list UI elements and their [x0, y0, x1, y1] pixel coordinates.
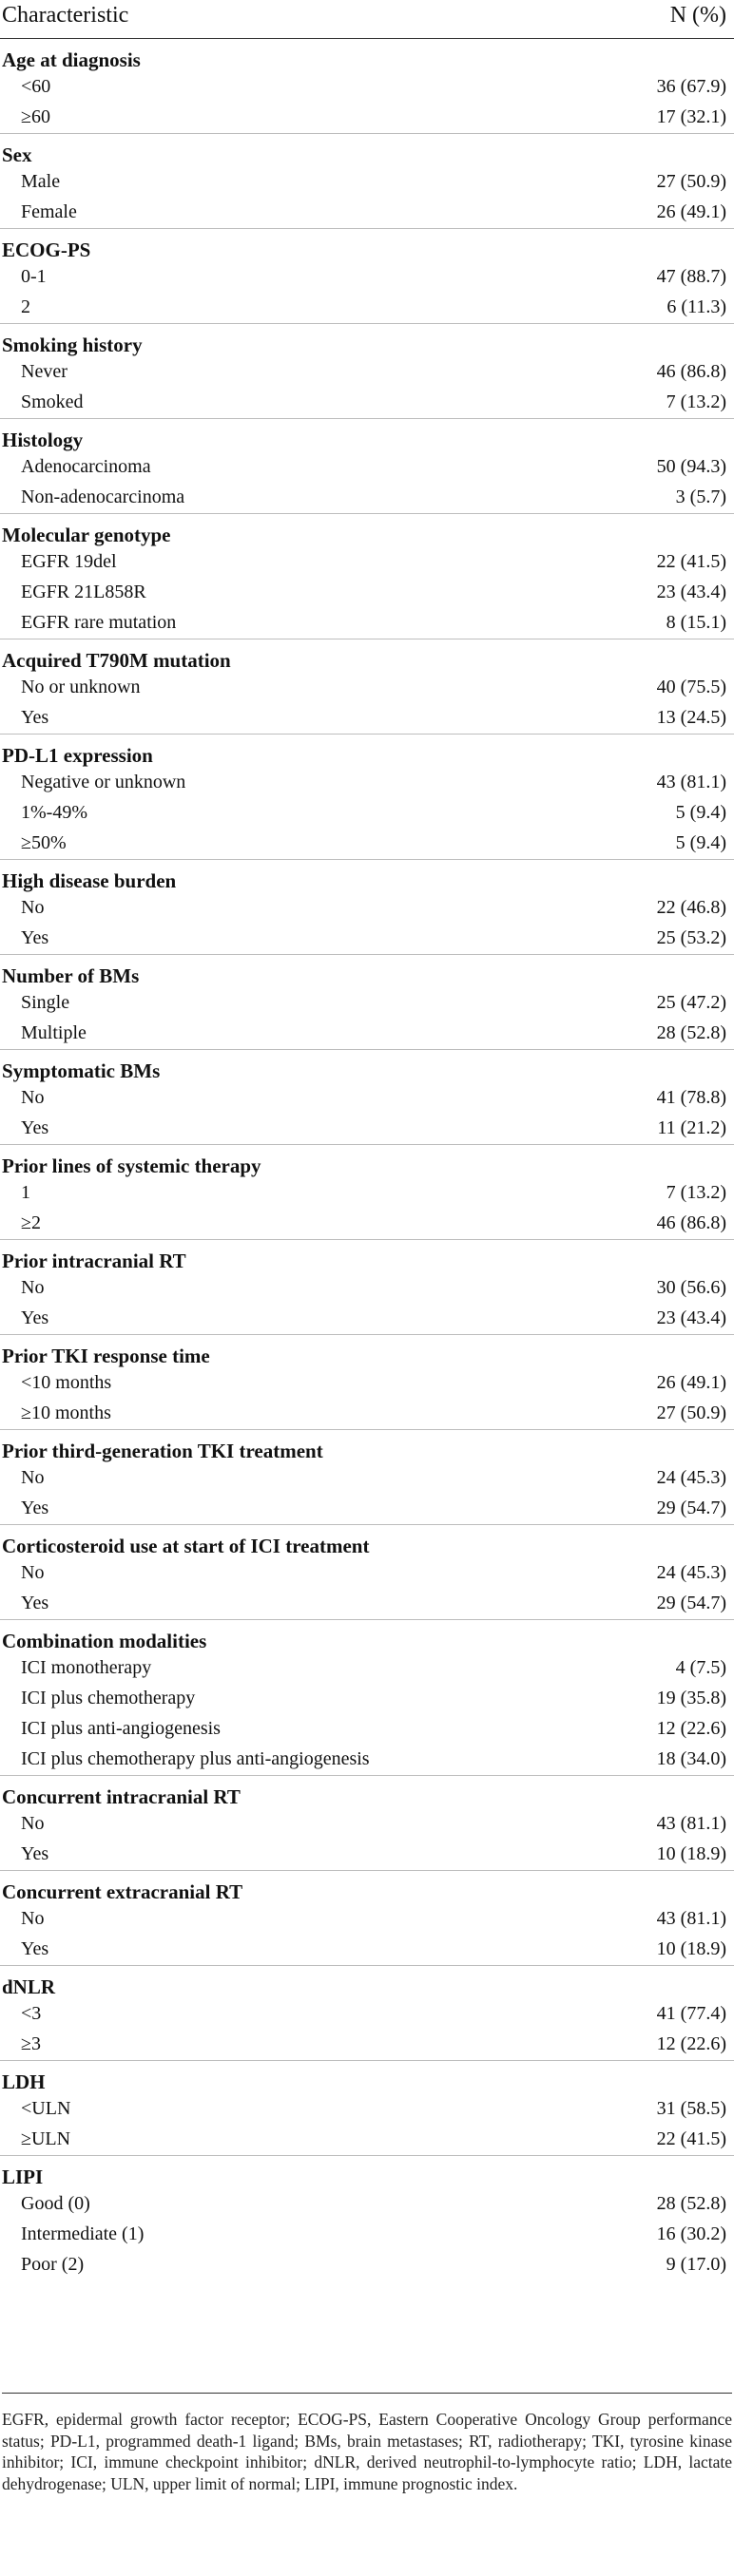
group-title — [0, 1966, 734, 1999]
table-group — [0, 324, 734, 418]
table-row — [0, 1589, 734, 1619]
group-title-text: Prior TKI response time — [2, 1345, 210, 1367]
row-label: 1%-49% — [21, 802, 87, 823]
group-title — [0, 1240, 734, 1273]
table-row — [0, 988, 734, 1019]
row-value: 50 (94.3) — [656, 456, 726, 477]
row-value: 11 (21.2) — [657, 1117, 726, 1138]
row-label: ICI plus anti-angiogenesis — [21, 1718, 221, 1739]
row-label: Yes — [21, 1593, 49, 1613]
group-title-text: Prior intracranial RT — [2, 1250, 186, 1272]
row-value: 43 (81.1) — [656, 772, 726, 792]
row-label: <3 — [21, 2003, 42, 2024]
row-value: 17 (32.1) — [656, 106, 726, 127]
table-row — [0, 2250, 734, 2280]
row-label: Yes — [21, 1498, 49, 1518]
group-title-text: Concurrent intracranial RT — [2, 1785, 241, 1808]
row-value: 12 (22.6) — [656, 1718, 726, 1739]
group-title — [0, 1620, 734, 1653]
table-group — [0, 860, 734, 954]
group-title — [0, 1145, 734, 1178]
row-label: ≥60 — [21, 106, 50, 127]
table-group — [0, 1525, 734, 1619]
table-row — [0, 1904, 734, 1935]
row-value: 9 (17.0) — [666, 2254, 726, 2275]
group-title-text: Age at diagnosis — [2, 48, 141, 71]
table-row — [0, 357, 734, 388]
header-n-percent: N (%) — [669, 3, 726, 28]
table-group — [0, 1966, 734, 2060]
table-group — [0, 1430, 734, 1524]
row-value: 41 (77.4) — [656, 2003, 726, 2024]
table-row — [0, 2094, 734, 2125]
row-value: 28 (52.8) — [656, 1022, 726, 1043]
row-value: 22 (41.5) — [656, 2128, 726, 2149]
group-title-text: dNLR — [2, 1975, 56, 1998]
group-title — [0, 1776, 734, 1809]
row-label: ≥2 — [21, 1212, 41, 1233]
table-row — [0, 1684, 734, 1714]
group-title — [0, 324, 734, 357]
table-row — [0, 2189, 734, 2220]
row-value: 8 (15.1) — [666, 612, 726, 633]
group-title — [0, 134, 734, 167]
row-label: Smoked — [21, 391, 84, 412]
table-row — [0, 483, 734, 513]
table-group — [0, 229, 734, 323]
row-label: ICI monotherapy — [21, 1657, 152, 1678]
table-row — [0, 1273, 734, 1304]
table-group — [0, 1620, 734, 1775]
group-title — [0, 419, 734, 452]
group-title — [0, 860, 734, 893]
row-label: EGFR 19del — [21, 551, 117, 572]
table-row — [0, 1653, 734, 1684]
row-value: 3 (5.7) — [675, 487, 726, 507]
row-value: 47 (88.7) — [656, 266, 726, 287]
table-row — [0, 703, 734, 734]
table-row — [0, 1809, 734, 1840]
table-group — [0, 1871, 734, 1965]
table-group — [0, 419, 734, 513]
row-label: Poor (2) — [21, 2254, 85, 2275]
table-row — [0, 1935, 734, 1965]
row-value: 23 (43.4) — [656, 1307, 726, 1328]
group-title — [0, 229, 734, 262]
table-body — [0, 39, 734, 2280]
table-row — [0, 578, 734, 608]
group-title-text: Concurrent extracranial RT — [2, 1880, 243, 1903]
row-value: 18 (34.0) — [656, 1748, 726, 1769]
row-label: EGFR 21L858R — [21, 582, 146, 602]
row-label: Yes — [21, 927, 49, 948]
table-group — [0, 514, 734, 639]
table-group — [0, 735, 734, 859]
row-value: 30 (56.6) — [656, 1277, 726, 1298]
row-value: 16 (30.2) — [656, 2223, 726, 2244]
table-row — [0, 2125, 734, 2155]
row-label: Male — [21, 171, 61, 192]
row-label: <10 months — [21, 1372, 112, 1393]
row-value: 10 (18.9) — [656, 1843, 726, 1864]
row-value: 5 (9.4) — [675, 802, 726, 823]
row-label: <ULN — [21, 2098, 71, 2119]
group-title-text: Histology — [2, 429, 84, 451]
group-title — [0, 2061, 734, 2094]
row-label: Negative or unknown — [21, 772, 186, 792]
row-label: ≥3 — [21, 2033, 41, 2054]
table-row — [0, 198, 734, 228]
row-value: 23 (43.4) — [656, 582, 726, 602]
group-title-text: Combination modalities — [2, 1630, 207, 1652]
row-label: No — [21, 1908, 45, 1929]
row-label: No — [21, 897, 45, 918]
table-group — [0, 1776, 734, 1870]
row-label: Non-adenocarcinoma — [21, 487, 185, 507]
group-title-text: ECOG-PS — [2, 239, 91, 261]
row-label: EGFR rare mutation — [21, 612, 177, 633]
group-title — [0, 1871, 734, 1904]
row-value: 25 (47.2) — [656, 992, 726, 1013]
row-label: Intermediate (1) — [21, 2223, 145, 2244]
table-row — [0, 1494, 734, 1524]
group-title-text: PD-L1 expression — [2, 744, 153, 767]
table-row — [0, 72, 734, 103]
row-value: 24 (45.3) — [656, 1562, 726, 1583]
row-label: 2 — [21, 296, 30, 317]
group-title — [0, 1335, 734, 1368]
table-row — [0, 893, 734, 924]
row-label: Never — [21, 361, 68, 382]
table-header — [0, 0, 734, 39]
group-title-text: LIPI — [2, 2166, 44, 2188]
table-row — [0, 1209, 734, 1239]
row-value: 29 (54.7) — [656, 1498, 726, 1518]
table-group — [0, 39, 734, 133]
table-row — [0, 1840, 734, 1870]
table-row — [0, 2030, 734, 2060]
table-row — [0, 167, 734, 198]
table-row — [0, 1999, 734, 2030]
row-label: 0-1 — [21, 266, 47, 287]
group-title — [0, 955, 734, 988]
row-label: ≥10 months — [21, 1402, 111, 1423]
table-row — [0, 1745, 734, 1775]
table-row — [0, 608, 734, 639]
group-title-text: Smoking history — [2, 334, 143, 356]
row-value: 7 (13.2) — [666, 1182, 726, 1203]
row-label: Female — [21, 201, 77, 222]
group-title-text: Acquired T790M mutation — [2, 649, 231, 672]
table-group — [0, 1335, 734, 1429]
row-value: 29 (54.7) — [656, 1593, 726, 1613]
row-label: Yes — [21, 1843, 49, 1864]
row-value: 43 (81.1) — [656, 1908, 726, 1929]
group-title — [0, 639, 734, 673]
table-row — [0, 262, 734, 293]
table-group — [0, 955, 734, 1049]
row-label: No — [21, 1813, 45, 1834]
group-title — [0, 1430, 734, 1463]
row-label: <60 — [21, 76, 51, 97]
row-value: 13 (24.5) — [656, 707, 726, 728]
row-label: No — [21, 1087, 45, 1108]
row-value: 27 (50.9) — [656, 171, 726, 192]
table-group — [0, 134, 734, 228]
group-title — [0, 514, 734, 547]
row-label: Yes — [21, 1117, 49, 1138]
table-row — [0, 1083, 734, 1114]
row-value: 46 (86.8) — [656, 361, 726, 382]
row-value: 36 (67.9) — [656, 76, 726, 97]
row-value: 10 (18.9) — [656, 1938, 726, 1959]
group-title — [0, 735, 734, 768]
group-title-text: Corticosteroid use at start of ICI treatment — [2, 1535, 370, 1557]
row-value: 43 (81.1) — [656, 1813, 726, 1834]
group-title-text: Number of BMs — [2, 964, 140, 987]
row-label: Yes — [21, 1938, 49, 1959]
row-value: 41 (78.8) — [656, 1087, 726, 1108]
row-label: No or unknown — [21, 677, 141, 697]
table-row — [0, 1399, 734, 1429]
table-row — [0, 1714, 734, 1745]
table-group — [0, 2156, 734, 2280]
row-value: 26 (49.1) — [656, 1372, 726, 1393]
table-row — [0, 1114, 734, 1144]
table-row — [0, 1558, 734, 1589]
row-label: No — [21, 1277, 45, 1298]
row-label: No — [21, 1467, 45, 1488]
row-label: No — [21, 1562, 45, 1583]
row-value: 28 (52.8) — [656, 2193, 726, 2214]
row-value: 24 (45.3) — [656, 1467, 726, 1488]
row-label: ≥50% — [21, 832, 67, 853]
table-row — [0, 829, 734, 859]
row-value: 19 (35.8) — [656, 1688, 726, 1708]
table-row — [0, 798, 734, 829]
row-value: 22 (46.8) — [656, 897, 726, 918]
group-title-text: Prior lines of systemic therapy — [2, 1154, 261, 1177]
table-row — [0, 547, 734, 578]
table-row — [0, 673, 734, 703]
row-label: 1 — [21, 1182, 30, 1203]
group-title-text: Molecular genotype — [2, 524, 171, 546]
group-title — [0, 39, 734, 72]
row-value: 25 (53.2) — [656, 927, 726, 948]
group-title-text: Prior third-generation TKI treatment — [2, 1440, 323, 1462]
table-row — [0, 924, 734, 954]
row-label: Yes — [21, 707, 49, 728]
table-row — [0, 1178, 734, 1209]
table-row — [0, 1304, 734, 1334]
table-row — [0, 768, 734, 798]
table-group — [0, 639, 734, 734]
row-value: 40 (75.5) — [656, 677, 726, 697]
row-value: 31 (58.5) — [656, 2098, 726, 2119]
group-title-text: LDH — [2, 2070, 46, 2093]
row-value: 22 (41.5) — [656, 551, 726, 572]
table-row — [0, 293, 734, 323]
row-label: Yes — [21, 1307, 49, 1328]
row-value: 12 (22.6) — [656, 2033, 726, 2054]
row-label: Adenocarcinoma — [21, 456, 151, 477]
row-label: Multiple — [21, 1022, 87, 1043]
group-title-text: Symptomatic BMs — [2, 1059, 161, 1082]
row-label: Single — [21, 992, 70, 1013]
row-value: 7 (13.2) — [666, 391, 726, 412]
group-title — [0, 1525, 734, 1558]
group-title-text: Sex — [2, 143, 32, 166]
group-title — [0, 2156, 734, 2189]
table-row — [0, 388, 734, 418]
row-label: ICI plus chemotherapy — [21, 1688, 196, 1708]
table-group — [0, 2061, 734, 2155]
row-value: 5 (9.4) — [675, 832, 726, 853]
header-characteristic: Characteristic — [2, 3, 129, 28]
table-row — [0, 2220, 734, 2250]
table-row — [0, 103, 734, 133]
row-value: 26 (49.1) — [656, 201, 726, 222]
row-value: 4 (7.5) — [675, 1657, 726, 1678]
table-group — [0, 1145, 734, 1239]
group-title-text: High disease burden — [2, 869, 177, 892]
row-label: Good (0) — [21, 2193, 90, 2214]
table-group — [0, 1240, 734, 1334]
table-row — [0, 1019, 734, 1049]
row-value: 6 (11.3) — [666, 296, 726, 317]
row-label: ICI plus chemotherapy plus anti-angiogenesis — [21, 1748, 370, 1769]
row-value: 27 (50.9) — [656, 1402, 726, 1423]
row-label: ≥ULN — [21, 2128, 71, 2149]
table-group — [0, 1050, 734, 1144]
table-row — [0, 452, 734, 483]
row-value: 46 (86.8) — [656, 1212, 726, 1233]
table-row — [0, 1463, 734, 1494]
group-title — [0, 1050, 734, 1083]
table-row — [0, 1368, 734, 1399]
table-footnote: EGFR, epidermal growth factor receptor; ECOG-PS, Eastern Cooperative Oncology Group performance status; PD-L1, programmed death-1 ligand; BMs, brain metastases; RT, radiotherapy; TKI, tyrosine kinase inhibitor; ICI, immune checkpoint inhibitor; dNLR, derived neutrophil-to-lymphocyte ratio; LDH, lactate dehydrogenase; ULN, upper limit of normal; LIPI, immune prognostic index. — [2, 2393, 732, 2494]
